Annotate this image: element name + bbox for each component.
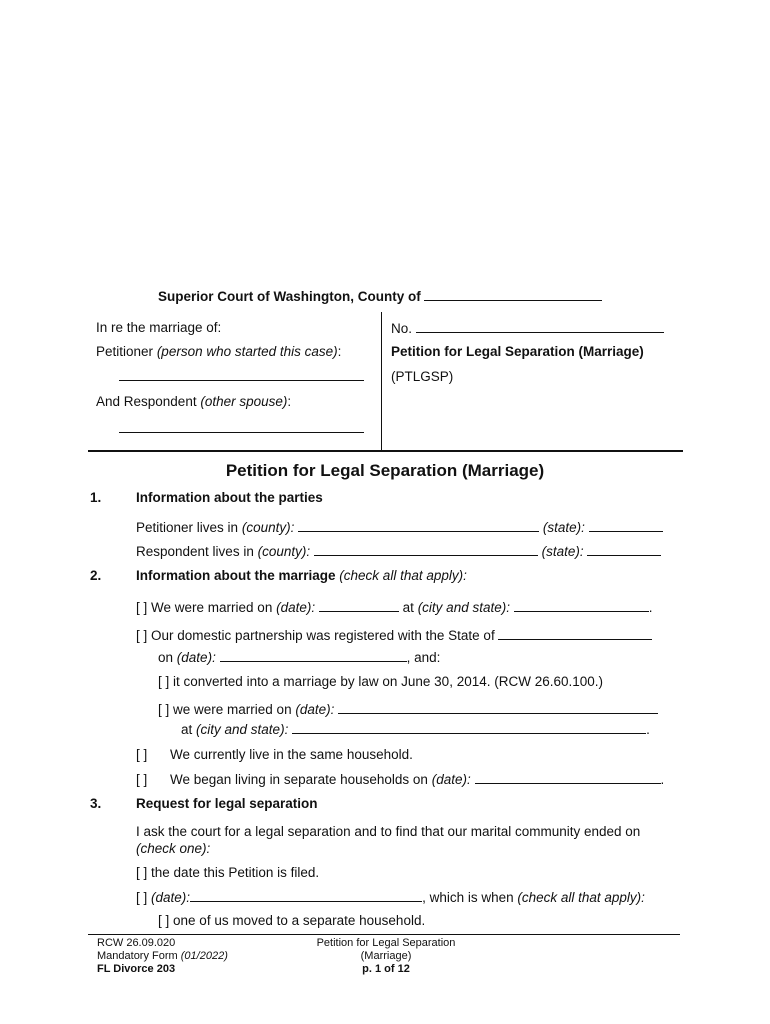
petitioner-lives-label: Petitioner lives in [136, 520, 239, 535]
petitioner-label [96, 344, 341, 359]
ask-court-text: I ask the court for a legal separation and to find that our marital community ended on [136, 824, 641, 839]
section-2-heading [136, 568, 467, 583]
separation-date-field[interactable] [475, 771, 661, 784]
date-label: (date): [431, 772, 471, 787]
respondent-state-field[interactable] [587, 543, 661, 556]
date-filed-line [136, 865, 319, 880]
petitioner-lives-line [136, 519, 663, 535]
petitioner-county-field[interactable] [298, 519, 539, 532]
date-label: (date): [176, 650, 216, 665]
respondent-colon: : [287, 394, 292, 409]
married-text: We were married on [151, 600, 273, 615]
footer-mandatory-text: Mandatory Form [97, 950, 178, 962]
same-household-checkbox[interactable]: [ ] [136, 747, 148, 762]
moved-line [158, 913, 425, 928]
were-married-checkbox[interactable]: [ ] [158, 702, 170, 717]
were-married-place-field[interactable] [292, 721, 646, 734]
converted-checkbox[interactable]: [ ] [158, 674, 170, 689]
married-on-line [136, 599, 653, 615]
case-number-label: No. [391, 321, 413, 336]
respondent-lives-line [136, 543, 661, 559]
date-option-checkbox[interactable]: [ ] [136, 890, 148, 905]
domestic-partnership-line [136, 627, 652, 643]
same-household-text: We currently live in the same household. [170, 747, 413, 762]
dp-date-field[interactable] [220, 649, 407, 662]
petitioner-colon: : [337, 344, 342, 359]
in-re-label: In re the marriage of: [96, 320, 222, 335]
date-filed-checkbox[interactable]: [ ] [136, 865, 148, 880]
section-2-heading-text: Information about the marriage [136, 568, 336, 583]
dp-state-field[interactable] [498, 627, 652, 640]
respondent-name-field[interactable] [119, 420, 364, 436]
at-label: at [181, 722, 193, 737]
converted-line [158, 674, 603, 689]
marriage-date-field[interactable] [319, 599, 399, 612]
were-married-place-line [181, 721, 650, 737]
section-3-number: 3. [90, 796, 102, 811]
state-label: (state): [541, 544, 584, 559]
date-label: (date): [151, 890, 191, 905]
caption-divider [381, 312, 382, 450]
date-label: (date): [276, 600, 316, 615]
which-is-when-text: , which is when [422, 890, 514, 905]
footer-page: p. 1 of 12 [362, 963, 410, 975]
period: . [648, 600, 653, 615]
petitioner-text: Petitioner [96, 344, 154, 359]
were-married-line [158, 701, 658, 717]
case-number [391, 320, 664, 336]
separate-households-checkbox[interactable]: [ ] [136, 772, 148, 787]
state-label: (state): [542, 520, 585, 535]
footer-center-line2: (Marriage) [360, 950, 412, 962]
county-label: (county): [241, 520, 295, 535]
footer-rcw: RCW 26.09.020 [97, 937, 176, 949]
footer-mandatory-date: (01/2022) [180, 950, 228, 962]
footer-rule [88, 934, 680, 935]
footer-center-line1: Petition for Legal Separation [316, 937, 456, 949]
petitioner-hint: (person who started this case) [156, 344, 338, 359]
domestic-partnership-text: Our domestic partnership was registered with the State of [151, 628, 495, 643]
period: . [646, 722, 650, 737]
petitioner-name-field[interactable] [119, 368, 364, 384]
date-option-line [136, 889, 645, 905]
moved-checkbox[interactable]: [ ] [158, 913, 170, 928]
check-all-label: (check all that apply): [517, 890, 645, 905]
on-label: on [158, 650, 174, 665]
at-label: at [402, 600, 414, 615]
footer-form-id: FL Divorce 203 [97, 963, 176, 975]
section-3-heading: Request for legal separation [136, 796, 318, 811]
respondent-county-field[interactable] [314, 543, 538, 556]
caption-bottom-rule [88, 450, 683, 452]
check-one-label: (check one): [136, 841, 211, 856]
were-married-date-field[interactable] [338, 701, 658, 714]
marriage-place-field[interactable] [514, 599, 649, 612]
period: . [660, 772, 665, 787]
dp-date-line [158, 649, 440, 665]
same-household-line [136, 747, 413, 762]
respondent-text: And Respondent [96, 394, 197, 409]
footer-mandatory [97, 950, 228, 962]
city-state-label: (city and state): [196, 722, 289, 737]
respondent-label [96, 394, 291, 409]
caption-doc-code: (PTLGSP) [391, 369, 454, 384]
separate-households-line [136, 771, 664, 787]
date-filed-text: the date this Petition is filed. [151, 865, 320, 880]
county-label: (county): [257, 544, 311, 559]
page-title: Petition for Legal Separation (Marriage) [225, 461, 545, 480]
petitioner-state-field[interactable] [589, 519, 663, 532]
date-label: (date): [295, 702, 335, 717]
section-1-number: 1. [90, 490, 102, 505]
case-number-field[interactable] [416, 320, 664, 333]
city-state-label: (city and state): [417, 600, 510, 615]
section-1-heading: Information about the parties [136, 490, 323, 505]
respondent-lives-label: Respondent lives in [136, 544, 254, 559]
respondent-hint: (other spouse) [200, 394, 288, 409]
section-2-number: 2. [90, 568, 102, 583]
county-field[interactable] [424, 288, 602, 301]
caption-doc-title: Petition for Legal Separation (Marriage) [391, 344, 644, 359]
court-header [158, 288, 602, 304]
and-label: , and: [406, 650, 441, 665]
court-label: Superior Court of Washington, County of [158, 289, 421, 304]
domestic-partnership-checkbox[interactable]: [ ] [136, 628, 148, 643]
moved-text: one of us moved to a separate household. [173, 913, 426, 928]
section-2-heading-hint: (check all that apply): [339, 568, 467, 583]
married-checkbox[interactable]: [ ] [136, 600, 148, 615]
community-end-date-field[interactable] [190, 889, 422, 902]
were-married-text: we were married on [173, 702, 292, 717]
converted-text: it converted into a marriage by law on June 30, 2014. (RCW 26.60.100.) [173, 674, 604, 689]
separate-households-text: We began living in separate households on [170, 772, 428, 787]
